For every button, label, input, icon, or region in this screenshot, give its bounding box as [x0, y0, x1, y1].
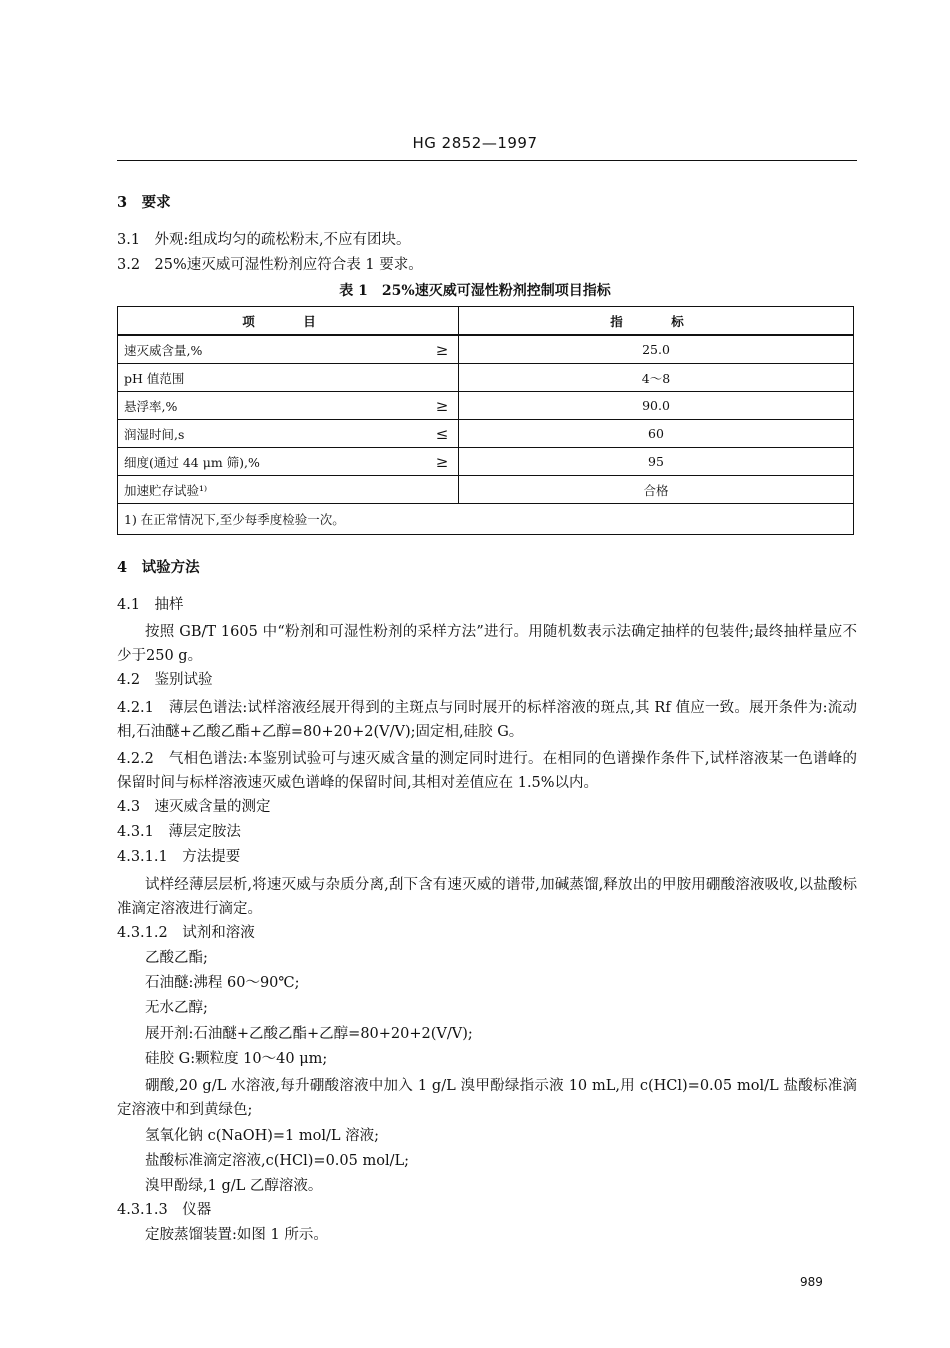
row-item: 细度(通过 44 μm 筛),% [118, 448, 427, 476]
clause-4-1: 4.1 抽样 [117, 597, 184, 613]
page-number: 989 [800, 1275, 823, 1289]
row-operator: ≥ [426, 335, 459, 364]
spec-table [117, 306, 854, 535]
reagent-item: 氢氧化钠 c(NaOH)=1 mol/L 溶液; [145, 1128, 380, 1144]
table-footnote: 1) 在正常情况下,至少每季度检验一次。 [118, 504, 854, 535]
clause-4-3-1-1: 4.3.1.1 方法提要 [117, 849, 241, 865]
method-summary: 试样经薄层层析,将速灭威与杂质分离,刮下含有速灭威的谱带,加碱蒸馏,释放出的甲胺用硼酸溶液吸收,以盐酸标准滴定溶液进行滴定。 [117, 877, 857, 917]
row-item: 润湿时间,s [118, 420, 427, 448]
table-caption: 表 1 25%速灭威可湿性粉剂控制项目指标 [339, 283, 611, 299]
row-operator: ≤ [426, 420, 459, 448]
table-footnote-row [118, 504, 854, 535]
row-value: 25.0 [459, 335, 854, 364]
table-row [118, 335, 854, 364]
row-operator: ≥ [426, 392, 459, 420]
row-operator: ≥ [426, 448, 459, 476]
document-header: HG 2852—1997 [412, 134, 538, 152]
header-value: 指 标 [459, 307, 854, 336]
reagent-item: 无水乙醇; [145, 1000, 208, 1016]
clause-4-1-text: 按照 GB/T 1605 中“粉剂和可湿性粉剂的采样方法”进行。用随机数表示法确定抽样的包装件;最终抽样量应不少于250 g。 [117, 624, 857, 664]
reagent-boric-acid: 硼酸,20 g/L 水溶液,每升硼酸溶液中加入 1 g/L 溴甲酚绿指示液 10 mL,用 c(HCl)=0.05 mol/L 盐酸标准滴定溶液中和到黄绿色; [117, 1078, 857, 1118]
table-row [118, 392, 854, 420]
row-value: 90.0 [459, 392, 854, 420]
row-item: 速灭威含量,% [118, 335, 427, 364]
reagent-item: 盐酸标准滴定溶液,c(HCl)=0.05 mol/L; [145, 1153, 409, 1169]
clause-4-3-1-2: 4.3.1.2 试剂和溶液 [117, 925, 255, 941]
table-row [118, 420, 854, 448]
section-4-heading: 4 试验方法 [117, 559, 200, 576]
clause-4-2-2: 4.2.2 气相色谱法:本鉴别试验可与速灭威含量的测定同时进行。在相同的色谱操作条件下,试样溶液某一色谱峰的保留时间与标样溶液速灭威色谱峰的保留时间,其相对差值应在 1.5%以内。 [117, 751, 857, 791]
row-value: 95 [459, 448, 854, 476]
reagent-item: 石油醚:沸程 60～90℃; [145, 975, 300, 991]
header-item: 项 目 [118, 307, 459, 336]
apparatus-text: 定胺蒸馏装置:如图 1 所示。 [145, 1227, 328, 1243]
table-row [118, 364, 854, 392]
clause-4-3-1: 4.3.1 薄层定胺法 [117, 824, 241, 840]
row-item: pH 值范围 [118, 364, 427, 392]
row-operator [426, 364, 459, 392]
table-row [118, 448, 854, 476]
row-value: 合格 [459, 476, 854, 504]
clause-4-3: 4.3 速灭威含量的测定 [117, 799, 271, 815]
row-value: 4～8 [459, 364, 854, 392]
reagent-item: 乙酸乙酯; [145, 950, 208, 966]
table-header-row [118, 307, 854, 336]
reagent-item: 硅胶 G:颗粒度 10～40 μm; [145, 1051, 328, 1067]
header-rule [117, 160, 857, 161]
row-operator [426, 476, 459, 504]
clause-4-3-1-3: 4.3.1.3 仪器 [117, 1202, 212, 1218]
row-item: 悬浮率,% [118, 392, 427, 420]
row-value: 60 [459, 420, 854, 448]
section-3-heading: 3 要求 [117, 194, 171, 211]
table-row [118, 476, 854, 504]
clause-4-2-1: 4.2.1 薄层色谱法:试样溶液经展开得到的主斑点与同时展开的标样溶液的斑点,其 Rf 值应一致。展开条件为:流动相,石油醚+乙酸乙酯+乙醇=80+20+2(V/V);固定相,硅胶 G。 [117, 700, 857, 740]
row-item: 加速贮存试验¹⁾ [118, 476, 427, 504]
clause-4-2: 4.2 鉴别试验 [117, 672, 213, 688]
clause-3-2: 3.2 25%速灭威可湿性粉剂应符合表 1 要求。 [117, 257, 423, 273]
clause-3-1: 3.1 外观:组成均匀的疏松粉末,不应有团块。 [117, 232, 411, 248]
reagent-item: 溴甲酚绿,1 g/L 乙醇溶液。 [145, 1178, 323, 1194]
reagent-item: 展开剂:石油醚+乙酸乙酯+乙醇=80+20+2(V/V); [145, 1026, 473, 1042]
